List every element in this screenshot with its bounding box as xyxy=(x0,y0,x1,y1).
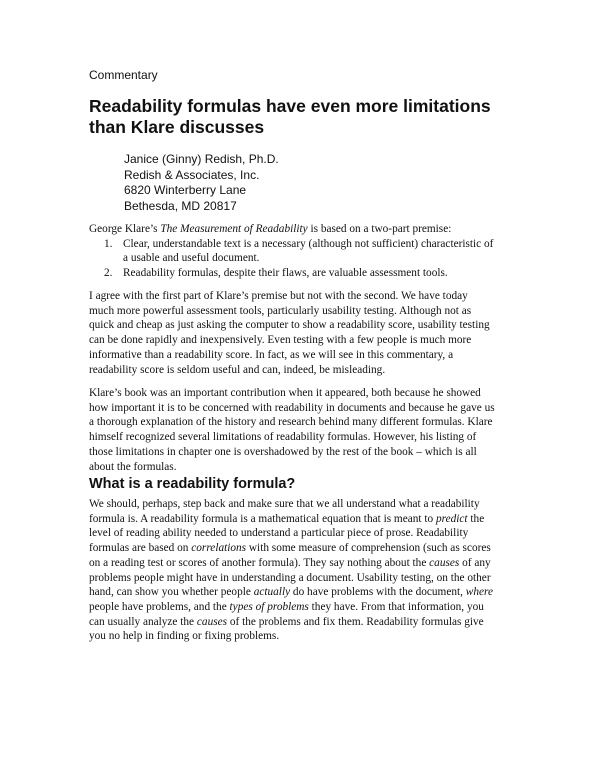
text-line: a thorough explanation of the history and research behind many different formulas. Klare xyxy=(89,416,493,429)
text-run: on a reading test or scores of another formula). They say nothing about the xyxy=(89,556,430,569)
text-line: Klare’s book was an important contribution when it appeared, both because he showed xyxy=(89,387,481,399)
author-company: Redish & Associates, Inc. xyxy=(124,167,260,182)
premise-list xyxy=(89,237,514,281)
emphasis: correlations xyxy=(191,542,247,555)
text-line xyxy=(89,600,514,615)
section-heading: What is a readability formula? xyxy=(89,476,296,492)
text-line: quick and cheap as just asking the computer to show a readability score, usability testing xyxy=(89,319,490,332)
emphasis: causes xyxy=(429,556,460,569)
list-item xyxy=(89,237,514,266)
paragraph-3 xyxy=(89,497,514,644)
text-line: how important it is to be concerned with readability in documents and because he gave us xyxy=(89,401,495,414)
text-run: can usually analyze the xyxy=(89,615,197,628)
intro-lead xyxy=(89,222,514,237)
list-item xyxy=(89,266,514,281)
text-line: informative than a readability score. In fact, as we will see in this commentary, a xyxy=(89,348,454,361)
list-item-text: a usable and useful document. xyxy=(123,252,260,265)
text-line xyxy=(89,541,514,556)
text-line xyxy=(89,556,514,571)
text-run: of any xyxy=(459,556,491,569)
list-item-text: Readability formulas, despite their flaws, are valuable assessment tools. xyxy=(123,267,448,280)
emphasis: types of problems xyxy=(229,600,309,613)
text-run: people have problems, and the xyxy=(89,600,230,613)
list-item-text: Clear, understandable text is a necessary (although not sufficient) characteristic of xyxy=(123,237,494,250)
text-line: We should, perhaps, step back and make sure that we all understand what a readability xyxy=(89,498,480,510)
section-label: Commentary xyxy=(89,68,158,82)
text-line xyxy=(89,615,514,630)
text-run: of the problems and fix them. Readability formulas give xyxy=(227,615,484,628)
text-run: they have. From that information, you xyxy=(308,600,484,613)
text-line: those limitations in chapter one is overshadowed by the rest of the book – which is all xyxy=(89,445,477,458)
author-block xyxy=(124,152,279,214)
text-line: himself recognized several limitations of readability formulas. However, his listing of xyxy=(89,431,477,444)
list-number: 1. xyxy=(104,237,113,250)
text-line: I agree with the first part of Klare’s premise but not with the second. We have today xyxy=(89,290,468,302)
author-name: Janice (Ginny) Redish, Ph.D. xyxy=(124,152,279,166)
text-line xyxy=(89,585,514,600)
author-street: 6820 Winterberry Lane xyxy=(124,183,247,197)
emphasis: predict xyxy=(435,512,468,525)
paragraph-2 xyxy=(89,386,514,474)
book-title: The Measurement of Readability xyxy=(160,223,308,235)
text-run: the xyxy=(467,512,485,525)
emphasis: where xyxy=(465,586,493,599)
intro-lead-text: George Klare’s xyxy=(89,223,161,235)
emphasis: causes xyxy=(196,615,228,628)
intro-lead-tail: is based on a two-part premise: xyxy=(307,223,452,235)
intro-section xyxy=(89,222,514,281)
author-city: Bethesda, MD 20817 xyxy=(124,198,237,213)
text-run: with some measure of comprehension (such as scores xyxy=(246,542,491,555)
text-line: much more powerful assessment tools, particularly usability testing. Although not as xyxy=(89,304,472,317)
article-title: Readability formulas have even more limitations than Klare discusses xyxy=(89,96,491,137)
text-line xyxy=(89,512,514,527)
text-line: problems people might have in understanding a document. Usability testing, on the other xyxy=(89,571,491,584)
text-run: hand, can show you whether people xyxy=(89,586,254,599)
text-run: formulas are based on xyxy=(89,542,192,555)
list-number: 2. xyxy=(104,267,113,280)
emphasis: actually xyxy=(253,586,291,599)
text-line: level of reading ability needed to understand a particular piece of prose. Readability xyxy=(89,527,469,540)
text-run: formula is. A readability formula is a mathematical equation that is meant to xyxy=(89,512,436,525)
text-line: can be done rapidly and inexpensively. Even testing with a few people is much more xyxy=(89,334,472,347)
paragraph-1 xyxy=(89,289,514,377)
text-line: readability score is seldom useful and can, indeed, be misleading. xyxy=(89,363,386,376)
text-run: do have problems with the document, xyxy=(290,586,466,599)
text-line: about the formulas. xyxy=(89,460,177,473)
text-line: you no help in finding or fixing problems. xyxy=(89,630,280,643)
